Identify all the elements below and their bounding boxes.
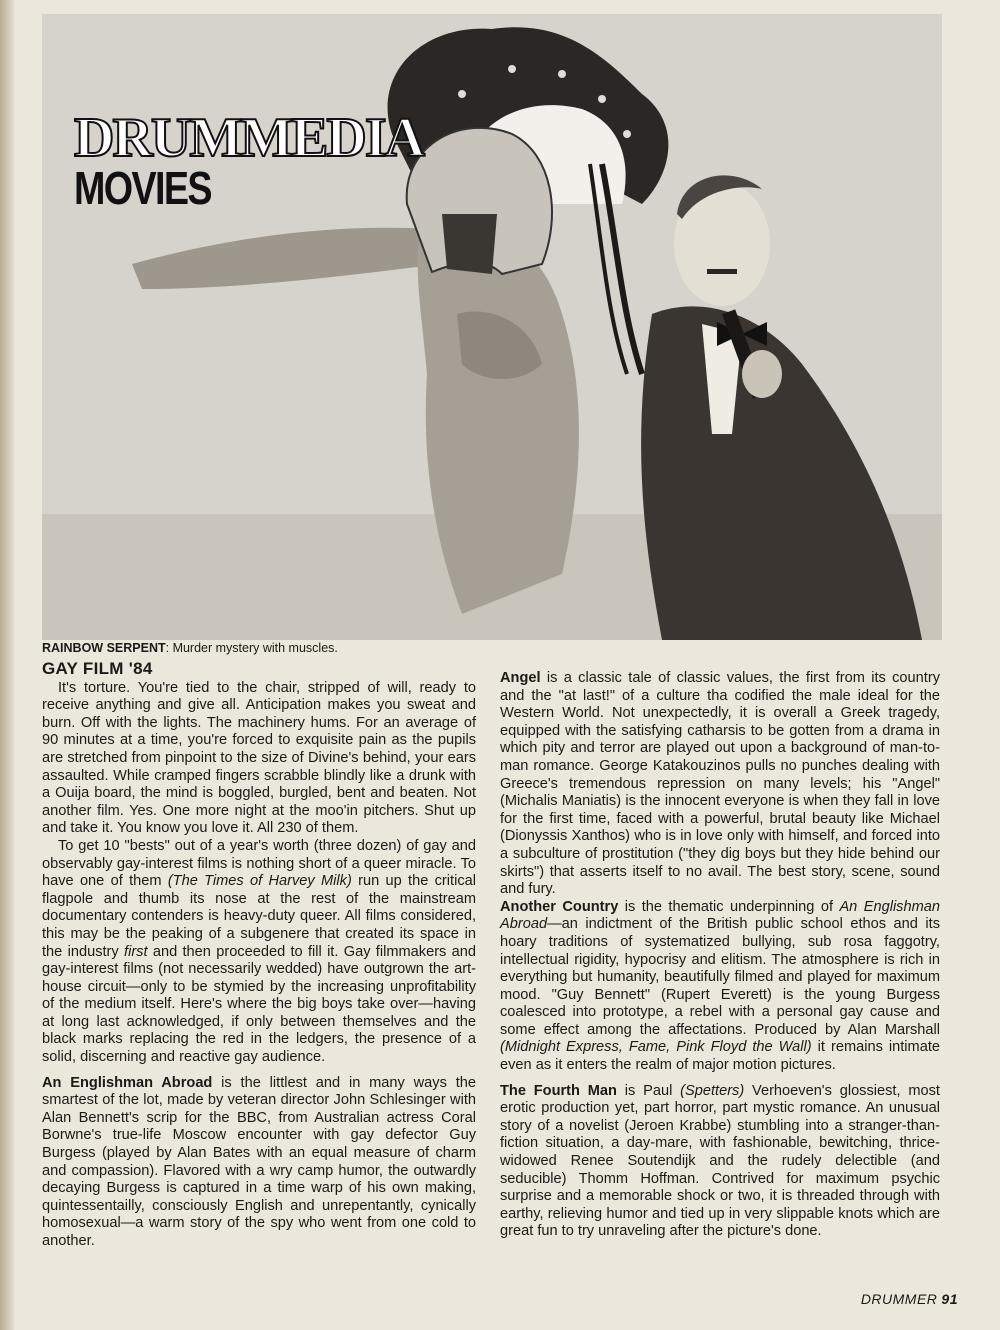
review-englishman-abroad xyxy=(42,1075,476,1251)
review-text-a: is the thematic underpinning of xyxy=(618,898,840,915)
intro-2-text-b: run up the critical flagpole and thumb its nose at the rest of the mainstream documentary contenders is heavy-duty queer. All films considered, this may be the peaking of a subgenere that created its space in the industry xyxy=(42,873,476,960)
intro-paragraph-2 xyxy=(42,838,476,1067)
review-text-b: Verhoeven's glossiest, most erotic production yet, part horror, part mystic romance. An unusual story of a novelist (Jeroen Krabbe) stumbling into a stranger-than-fiction situation, a day-mare, with fashionable, bewitching, thrice-widowed Renee Soutendijk and the rudely delectible (and seducible) Thomm Hoffman. Contrived for maximum psychic surprise and a memorable shock or two, it is threaded through with earthy, relieving humor and tied up in very slippable knots which are great fun to try unraveling after the picture's done. xyxy=(500,1082,940,1240)
review-title: The Fourth Man xyxy=(500,1082,617,1099)
caption-text: : Murder mystery with muscles. xyxy=(165,641,338,655)
page-folio xyxy=(861,1291,958,1307)
review-text-a: is Paul xyxy=(616,1082,681,1099)
article-column-left xyxy=(42,660,476,1251)
masthead xyxy=(74,107,424,214)
review-title: Another Country xyxy=(500,898,619,915)
caption-title: RAINBOW SERPENT xyxy=(42,641,166,655)
brand-title: DRUMMEDIA xyxy=(74,107,424,169)
section-title: MOVIES xyxy=(74,162,211,214)
intro-2-text-a: To get 10 "bests" out of a year's worth (three dozen) of gay and observably gay-interest films is nothing short of a queer miracle. To have one of them xyxy=(42,837,476,890)
review-text: is a classic tale of classic values, the first from its country and the "at last!" of a culture tha codified the male ideal for the Western World. Not unexpectedly, it is overall a Greek tragedy, equipped with the satisfying catharsis to be gotten from a drama in which pity and terror are played out upon a background of man-to-man romance. George Katakouzinos pulls no punches dealing with Greece's tremendous repression on many levels; his "Angel" (Michalis Maniatis) is the innocent everyone is when they fall in love for the first time, faced with a powerful, brutal beauty like Michael (Dionyssis Xanthos) who is in love only with himself, and forced into a subculture of prostitution ("they dig boys but they hide behind our skirts") that asserts itself to no avail. The best story, scene, sound and fury. xyxy=(500,670,940,898)
page-gutter-shadow xyxy=(0,0,14,1330)
intro-2-italic: (The Times of Harvey Milk) xyxy=(167,873,352,890)
article-column-right xyxy=(500,670,940,1241)
intro-paragraph-1: It's torture. You're tied to the chair, stripped of will, ready to receive anything and give all. Anticipation makes you sweat and burn. Off with the lights. The machinery hums. For an average of 90 minutes at a time, you're forced to exquisite pain as the pupils are stretched from pinpoint to the size of Divine's behind, your ears assaulted. While cramped fingers scrabble blindly like a drunk with a Ouija board, the mind is boggled, burgled, bent and beaten. Not another film. Yes. One more night at the moo'in pitchers. Shut up and take it. You know you love it. All 230 of them. xyxy=(42,679,476,837)
photo-caption xyxy=(42,641,338,655)
intro-2-italic-2: first xyxy=(124,943,148,960)
review-text: is the littlest and in many ways the smartest of the lot, made by veteran director John Schlesinger with Alan Bennett's scrip for the BBC, from Australian actress Coral Borwne's true-life Moscow encounter with gay defector Guy Burgess (played by Alan Bates with an equal measure of charm and compassion). Flavored with a wry camp humor, the outwardly decaying Burgess is captured in a time warp of his own making, quintessentailly, consciously English and unrepentantly, cynically homosexual—a warm story of the spy who went from one cold to another. xyxy=(42,1074,477,1249)
review-italic-2: (Midnight Express, Fame, Pink Floyd the Wall) xyxy=(500,1039,812,1056)
folio-page-number: 91 xyxy=(941,1291,958,1307)
review-fourth-man xyxy=(500,1083,940,1241)
review-text-c: it remains intimate even as it enters the realm of major motion pictures. xyxy=(500,1039,940,1074)
folio-magazine: DRUMMER xyxy=(860,1291,938,1307)
article-heading: GAY FILM '84 xyxy=(42,659,153,678)
intro-2-text-c: and then proceeded to fill it. Gay filmmakers and gay-interest films (not necessarily wedded) have outgrown the art-house circuit—only to be stymied by the increasing unprofitability of the medium itself. Here's where the big boys take over—having at long last acknowledged, if only between themselves and the black marks replacing the red in the ledgers, the presence of a solid, discerning and reactive gay audience. xyxy=(42,943,477,1066)
review-title: Angel xyxy=(500,670,541,686)
review-title: An Englishman Abroad xyxy=(42,1074,213,1091)
review-italic: (Spetters) xyxy=(680,1082,745,1099)
review-another-country xyxy=(500,899,940,1075)
review-angel xyxy=(500,670,940,899)
review-text-b: —an indictment of the British public school ethos and its hoary traditions of systematized bullying, sub rosa faggotry, intellectual rigidity, hypocrisy and elitism. The atmosphere is rich in everything but humanity, beautifully filmed and played for maximum mood. "Guy Bennett" (Rupert Everett) is the young Burgess coalesced into prototype, a rebel with a personal gay cause and some effect among the affectations. Produced by Alan Marshall xyxy=(500,916,940,1038)
review-italic: An Englishman Abroad xyxy=(500,898,940,933)
